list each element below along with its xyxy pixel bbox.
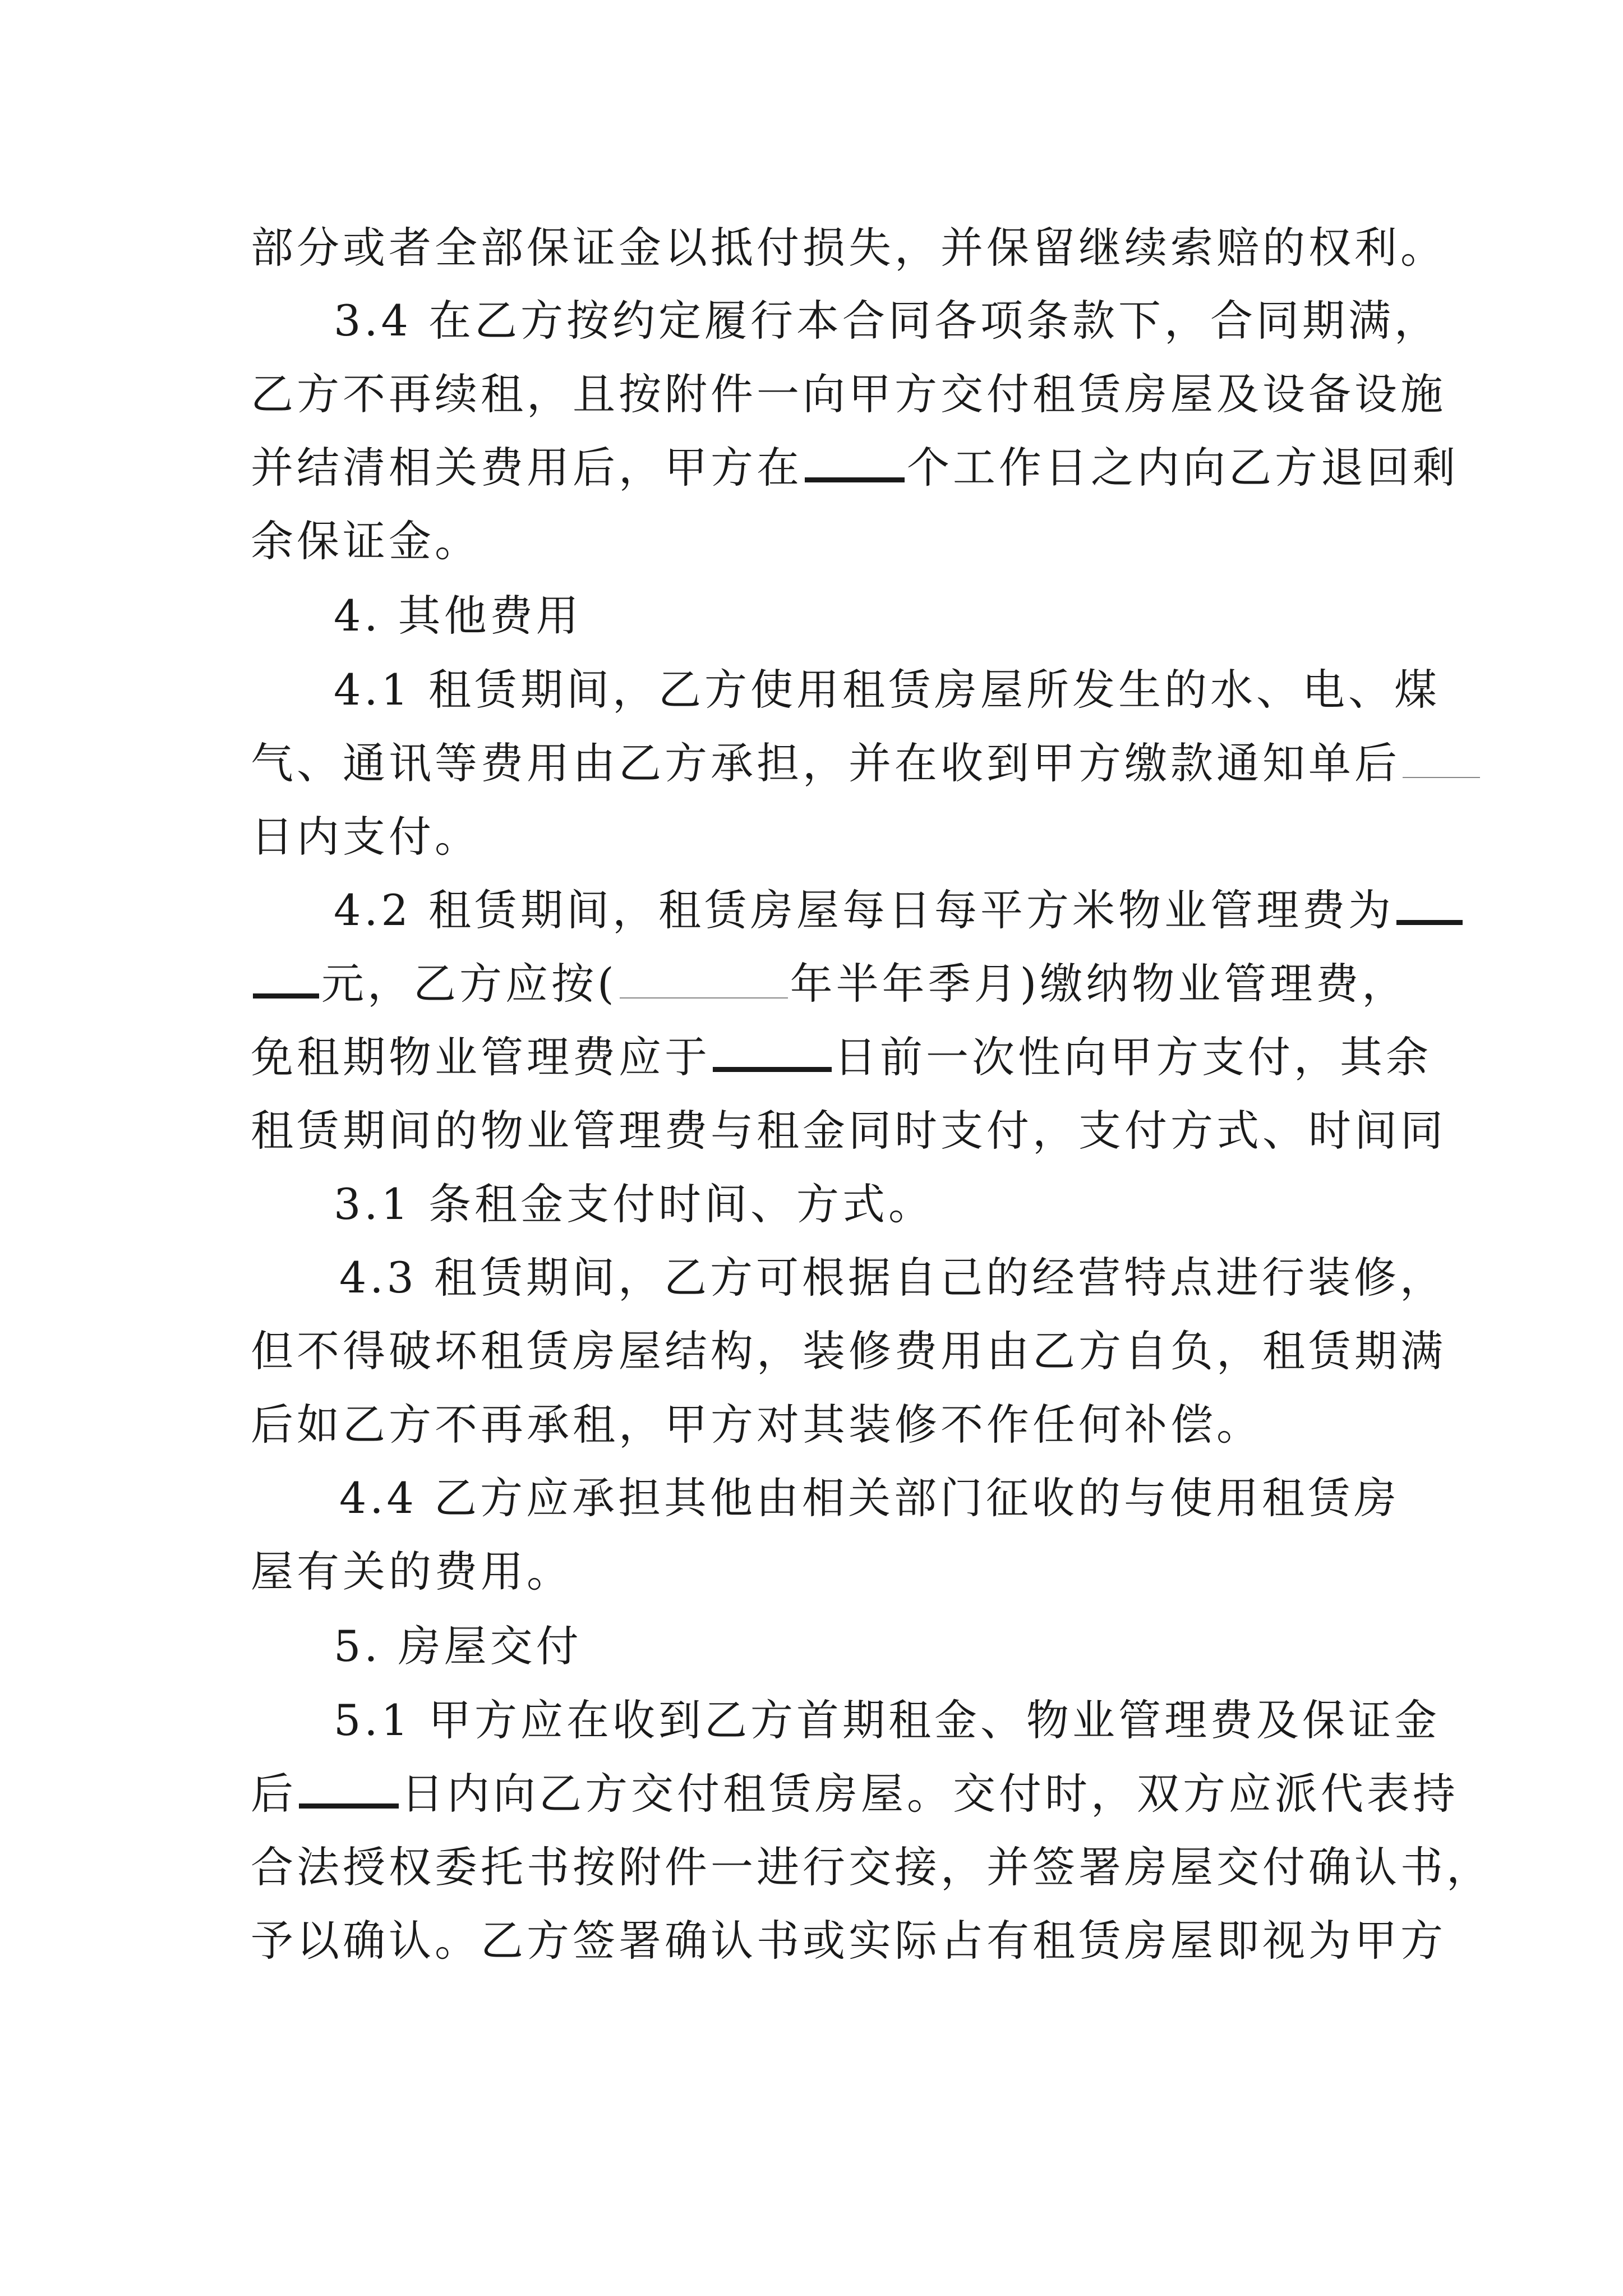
fill-blank bbox=[1403, 772, 1480, 778]
line-1-text: 部分或者全部保证金以抵付损失，并保留继续索赔的权利。 bbox=[251, 223, 1446, 273]
line-23-text: 合法授权委托书按附件一进行交接，并签署房屋交付确认书， bbox=[251, 1842, 1492, 1892]
line-12-text-b: 日前一次性向甲方支付，其余 bbox=[834, 1032, 1432, 1082]
section-heading-5 bbox=[334, 1618, 582, 1674]
line-4-text-a: 并结清相关费用后，甲方在 bbox=[251, 443, 803, 493]
line-15-text: 4.3 租赁期间，乙方可根据自己的经营特点进行装修， bbox=[339, 1253, 1446, 1303]
line-18-text: 4.4 乙方应承担其他由相关部门征收的与使用租赁房 bbox=[339, 1473, 1400, 1523]
fill-blank bbox=[1396, 915, 1463, 925]
line-24-text: 予以确认。乙方签署确认书或实际占有租赁房屋即视为甲方 bbox=[251, 1916, 1446, 1966]
line-21-text: 5.1 甲方应在收到乙方首期租金、物业管理费及保证金 bbox=[334, 1695, 1441, 1745]
section-4-title: 4. 其他费用 bbox=[334, 591, 582, 641]
line-19-text: 屋有关的费用。 bbox=[251, 1547, 573, 1596]
line-22-text-a: 后 bbox=[251, 1769, 297, 1819]
section-heading-4 bbox=[334, 588, 582, 644]
fill-blank bbox=[805, 473, 905, 482]
section-5-title: 5. 房屋交付 bbox=[334, 1621, 582, 1671]
text-line-18 bbox=[339, 1470, 1400, 1526]
text-line-2 bbox=[334, 293, 1440, 349]
text-line-22 bbox=[251, 1766, 1459, 1822]
text-line-3 bbox=[251, 366, 1446, 422]
fill-blank bbox=[713, 1062, 832, 1072]
text-line-19 bbox=[251, 1544, 573, 1600]
text-line-17 bbox=[251, 1397, 1262, 1453]
text-line-10 bbox=[334, 882, 1465, 938]
line-22-text-b: 日内向乙方交付租赁房屋。交付时，双方应派代表持 bbox=[401, 1769, 1459, 1819]
text-line-14 bbox=[334, 1176, 934, 1232]
line-10-text: 4.2 租赁期间，租赁房屋每日每平方米物业管理费为 bbox=[334, 885, 1395, 935]
text-line-1 bbox=[251, 220, 1446, 276]
fill-blank bbox=[253, 989, 319, 999]
line-12-text-a: 免租期物业管理费应于 bbox=[251, 1032, 711, 1082]
text-line-4 bbox=[251, 440, 1459, 496]
text-line-11 bbox=[251, 956, 1408, 1012]
line-8-text: 气、通讯等费用由乙方承担，并在收到甲方缴款通知单后 bbox=[251, 738, 1400, 788]
text-line-8 bbox=[251, 735, 1482, 792]
fill-blank bbox=[299, 1799, 399, 1809]
text-line-13 bbox=[251, 1103, 1446, 1159]
line-4-text-b: 个工作日之内向乙方退回剩 bbox=[907, 443, 1459, 493]
text-line-24 bbox=[251, 1913, 1446, 1969]
line-11-text-b: 年半年季月)缴纳物业管理费， bbox=[790, 959, 1408, 1009]
text-line-12 bbox=[251, 1029, 1432, 1085]
text-line-5 bbox=[251, 513, 481, 569]
line-2-text: 3.4 在乙方按约定履行本合同各项条款下，合同期满， bbox=[334, 296, 1441, 346]
line-14-text: 3.1 条租金支付时间、方式。 bbox=[334, 1179, 935, 1229]
line-5-text: 余保证金。 bbox=[251, 516, 481, 566]
text-line-7 bbox=[334, 662, 1440, 718]
text-line-16 bbox=[251, 1323, 1446, 1379]
text-line-9 bbox=[251, 809, 481, 865]
line-3-text: 乙方不再续租，且按附件一向甲方交付租赁房屋及设备设施 bbox=[251, 369, 1446, 419]
text-line-15 bbox=[339, 1250, 1446, 1306]
fill-blank bbox=[620, 993, 788, 999]
text-line-21 bbox=[334, 1692, 1440, 1749]
line-16-text: 但不得破坏租赁房屋结构，装修费用由乙方自负，租赁期满 bbox=[251, 1326, 1446, 1376]
line-13-text: 租赁期间的物业管理费与租金同时支付，支付方式、时间同 bbox=[251, 1106, 1446, 1156]
line-7-text: 4.1 租赁期间，乙方使用租赁房屋所发生的水、电、煤 bbox=[334, 665, 1441, 715]
text-line-23 bbox=[251, 1839, 1492, 1895]
line-11-text-a: 元，乙方应按( bbox=[321, 959, 617, 1009]
line-9-text: 日内支付。 bbox=[251, 812, 481, 862]
line-17-text: 后如乙方不再承租，甲方对其装修不作任何补偿。 bbox=[251, 1400, 1262, 1450]
